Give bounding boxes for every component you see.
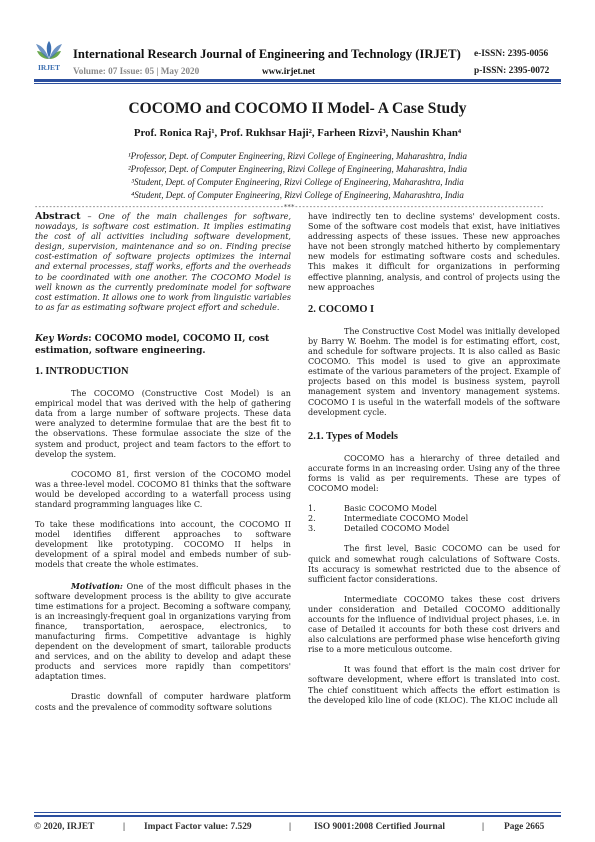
- footer-separator: |: [289, 822, 292, 832]
- affiliation-4: ⁴Student, Dept. of Computer Engineering, Rizvi College of Engineering, Maharashtra, India: [131, 190, 464, 200]
- paper-title: COCOMO and COCOMO II Model- A Case Study: [128, 100, 467, 117]
- list-item-label: Detailed COCOMO Model: [344, 524, 450, 534]
- paper-authors: Prof. Ronica Raj¹, Prof. Rukhsar Haji², Farheen Rizvi³, Naushin Khan⁴: [133, 127, 462, 139]
- list-item-number: 3.: [308, 524, 316, 534]
- intro-heading: 1. INTRODUCTION: [35, 365, 129, 377]
- footer-rule-top: [34, 812, 561, 813]
- logo-leaves-icon: [36, 41, 62, 59]
- basic-paragraph: The first level, Basic COCOMO can be used for quick and somewhat rough calculations of Software Costs. Its accuracy is somewhat restricted due to the absence of sufficient factor considerations.: [308, 544, 560, 584]
- intro-paragraph-2: COCOMO 81, first version of the COCOMO model was a three-level model. COCOMO 81 thinks that the software would be developed according to a waterfall process using standard programming languages like C.: [35, 469, 291, 509]
- cocomo1-heading: 2. COCOMO I: [308, 303, 375, 315]
- abstract-label: Abstract: [35, 211, 81, 222]
- affiliation-3: ³Student, Dept. of Computer Engineering, Rizvi College of Engineering, Maharashtra, India: [131, 177, 464, 187]
- right-column: [308, 212, 560, 716]
- journal-website: www.irjet.net: [262, 66, 316, 76]
- logo-text: IRJET: [37, 63, 61, 72]
- footer-impact-factor: Impact Factor value: 7.529: [144, 822, 252, 832]
- journal-logo: [34, 39, 64, 73]
- footer-separator: |: [123, 822, 126, 832]
- section-separator: ---------------------------------------------------------------------***---------------------------------------------------------------------: [34, 203, 544, 211]
- footer-page-number: Page 2665: [504, 822, 545, 832]
- header-rule-bottom: [34, 83, 561, 84]
- cocomo1-paragraph: The Constructive Cost Model was initially developed by Barry W. Boehm. The model is for estimating effort, cost, and schedule for software projects. It is also called as Basic COCOMO. This model is used to give an approximate estimate of the various parameters of the project. Example of projects based on this model is business system, payroll management system and inventory management systems. COCOMO I is useful in the waterfall models of the software development cycle.: [308, 326, 560, 417]
- motivation-paragraph: [35, 581, 291, 683]
- list-item: [308, 514, 560, 524]
- list-item: [308, 504, 560, 514]
- e-issn: e-ISSN: 2395-0056: [474, 49, 549, 59]
- intro-paragraph-1: The COCOMO (Constructive Cost Model) is an empirical model that was derived with the help of gathering data from a large number of software projects. These data were analyzed to determine formulae that are the best fit to the observations. These formulae associate the size of the system and product, project and team factors to the effort to develop the system.: [35, 389, 291, 459]
- footer-rule-bottom: [34, 815, 561, 818]
- journal-title: International Research Journal of Engineering and Technology (IRJET): [73, 47, 461, 61]
- list-item-number: 2.: [308, 514, 316, 524]
- motivation-text: One of the most difficult phases in the software development process is the ability to give accurate time estimations for a project. Becoming a software company, is an increasingly-frequent goal in organizations varying from finance, transportation, aerospace, electronics, to manufacturing firms. Competitive advantage is highly dependent on the development of smart, tailorable products and services, and on the ability to develop and adapt these products and services more rapidly than competitors' adaptation times.: [35, 581, 291, 682]
- p-issn: p-ISSN: 2395-0072: [474, 66, 550, 76]
- keywords-label: Key Words: [35, 333, 89, 344]
- abstract-dash: –: [80, 212, 99, 221]
- left-column: [35, 212, 291, 723]
- keywords-colon: :: [88, 333, 95, 344]
- list-item-number: 1.: [308, 504, 316, 514]
- keywords-text: COCOMO model, COCOMO II, cost estimation, software engineering.: [35, 333, 270, 356]
- header-rule-top: [34, 79, 561, 82]
- footer-copyright: © 2020, IRJET: [34, 822, 95, 832]
- model-list: [308, 504, 560, 534]
- effort-paragraph: It was found that effort is the main cost driver for software development, where effort is translated into cost. The chief constituent which affects the effort estimation is the developed kilo line of code (KLOC). The KLOC include all: [308, 665, 560, 705]
- intro-paragraph-3: To take these modifications into account, the COCOMO II model identifies different approaches to software development like prototyping. COCOMO II helps in development of a spiral model and embeds number of sub-models that create the whole estimates.: [35, 520, 291, 570]
- intro-paragraph-5: Drastic downfall of computer hardware platform costs and the prevalence of commodity software solutions: [35, 692, 291, 712]
- affiliation-1: ¹Professor, Dept. of Computer Engineering, Rizvi College of Engineering, Maharashtra, India: [127, 151, 468, 161]
- abstract-text: One of the main challenges for software, nowadays, is software cost estimation. It implies estimating the cost of all activities including software development, design, supervision, maintenance and so on. Finding precise cost-estimation of software projects optimizes the internal and external processes, staff works, efforts and the overheads to be coordinated with one another. The COCOMO Model is well known as the currently predominate model for software cost estimation. It allows one to work from linguistic variables to as far as estimating software project effort and schedule.: [35, 212, 292, 312]
- types-heading: 2.1. Types of Models: [308, 430, 398, 442]
- list-item-label: Basic COCOMO Model: [344, 504, 437, 514]
- footer-separator: |: [482, 822, 485, 832]
- list-item: [308, 524, 560, 534]
- keywords: [35, 333, 291, 357]
- intermediate-paragraph: Intermediate COCOMO takes these cost drivers under consideration and Detailed COCOMO additionally accounts for the influence of individual project phases, i.e. in case of Detailed it accounts for both these cost drivers and also calculations are performed phase wise henceforth giving rise to a more meticulous outcome.: [308, 594, 560, 655]
- affiliation-2: ²Professor, Dept. of Computer Engineering, Rizvi College of Engineering, Maharashtra, India: [127, 164, 468, 174]
- continued-paragraph: have indirectly ten to decline systems' development costs. Some of the software cost models that exist, have initiatives addressing aspects of these issues. These new approaches have not been strongly matched hitherto by complementary new models for estimating software costs and schedules. This makes it difficult for organizations in performing effective planning, analysis, and control of projects using the new approaches: [308, 212, 560, 292]
- list-item-label: Intermediate COCOMO Model: [344, 514, 469, 524]
- motivation-label: Motivation:: [71, 580, 123, 591]
- abstract: [35, 212, 291, 313]
- types-paragraph: COCOMO has a hierarchy of three detailed and accurate forms in an increasing order. Using any of the three forms is valid as per requirements. These are types of COCOMO model:: [308, 453, 560, 494]
- volume-info: Volume: 07 Issue: 05 | May 2020: [73, 66, 200, 76]
- footer-iso: ISO 9001:2008 Certified Journal: [314, 822, 445, 832]
